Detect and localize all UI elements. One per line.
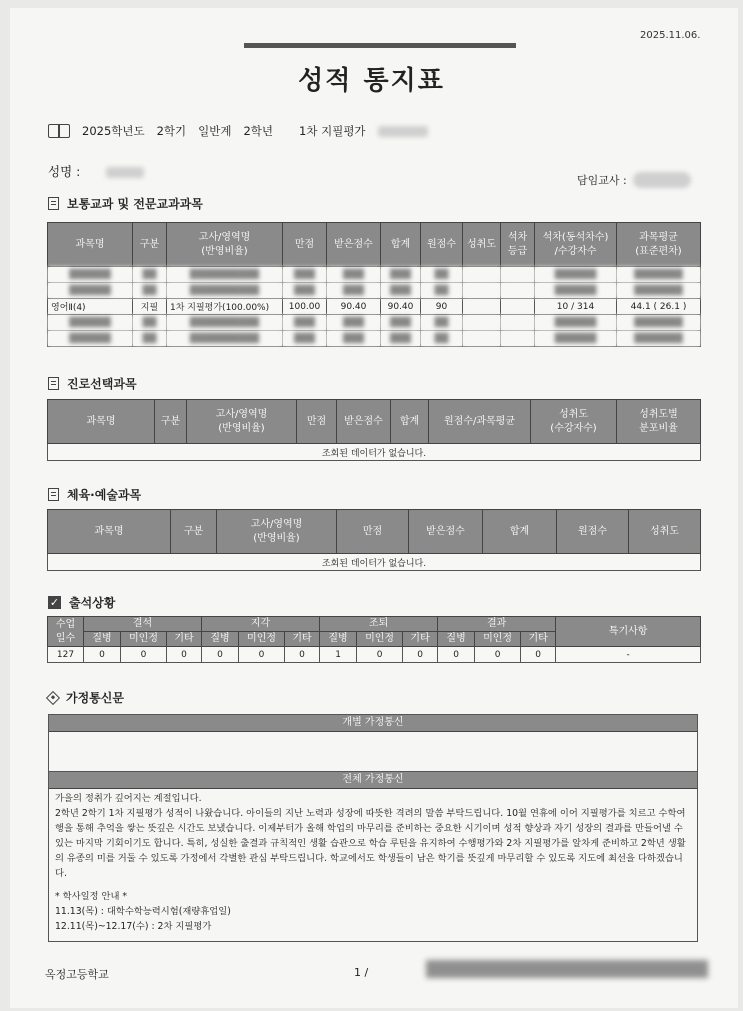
table-cell: 100.00 (283, 299, 327, 315)
notes-header: 특기사항 (556, 617, 701, 647)
attendance-cell: 127 (48, 647, 84, 663)
page-number: 1 / (354, 966, 369, 979)
table-header (48, 400, 701, 444)
school-year: 2025학년도 (82, 124, 145, 138)
column-header: 과목명 (48, 223, 133, 267)
section-pe-art (48, 486, 141, 503)
attendance-subheader: 기타 (521, 632, 556, 647)
attendance-group-header: 조퇴 (320, 617, 438, 632)
empty-message: 조회된 데이터가 없습니다. (48, 444, 701, 461)
column-header: 과목평균 (표준편차) (617, 223, 701, 267)
home-letter-box (48, 714, 698, 942)
column-header: 성취도 (수강자수) (531, 400, 617, 444)
career-table (47, 399, 701, 461)
column-header: 원점수 (421, 223, 463, 267)
section-title: 출석상황 (69, 596, 116, 610)
section-letter (48, 689, 124, 706)
attendance-cell: 0 (475, 647, 521, 663)
letter-line: * 학사일정 안내 * (55, 891, 128, 902)
table-cell: 90.40 (381, 299, 421, 315)
attendance-group-header: 결과 (438, 617, 556, 632)
redacted-teacher (633, 172, 691, 188)
table-row: ██████ ██ ██████████ ███ ███ ███ ██ ██████ ███████ (48, 283, 701, 299)
days-header: 수업 일수 (48, 617, 84, 647)
column-header: 원점수/과목평균 (429, 400, 531, 444)
column-header: 받은점수 (337, 400, 391, 444)
attendance-cell: 0 (121, 647, 167, 663)
all-letter-header: 전체 가정통신 (49, 772, 697, 789)
section-attendance (48, 594, 115, 611)
column-header: 합계 (381, 223, 421, 267)
table-row: ██████ ██ ██████████ ███ ███ ███ ██ ██████ ███████ (48, 267, 701, 283)
column-header: 받은점수 (327, 223, 381, 267)
column-header: 구분 (155, 400, 187, 444)
column-header: 만점 (283, 223, 327, 267)
homeroom-teacher (577, 172, 691, 188)
name-label: 성명 : (48, 164, 81, 179)
letter-line (55, 881, 691, 889)
column-header: 석차(동석차수) /수강자수 (535, 223, 617, 267)
letter-line: 11.13(목) : 대학수학능력시험(재량휴업일) (55, 906, 231, 917)
attendance-group-header: 결석 (84, 617, 202, 632)
attendance-subheader: 미인정 (475, 632, 521, 647)
letter-line: 12.11(목)~12.17(수) : 2차 지필평가 (55, 921, 212, 932)
column-header: 원점수 (557, 510, 629, 554)
attendance-cell: 0 (239, 647, 285, 663)
general-grades-table (47, 222, 701, 347)
attendance-row (48, 647, 701, 663)
attendance-group-header: 지각 (202, 617, 320, 632)
attendance-subheader: 질병 (438, 632, 475, 647)
attendance-subheader: 기타 (285, 632, 320, 647)
column-header: 받은점수 (409, 510, 483, 554)
attendance-subheader: 기타 (167, 632, 202, 647)
attendance-cell: 0 (357, 647, 403, 663)
table-cell: 90 (421, 299, 463, 315)
column-header: 만점 (337, 510, 409, 554)
section-title: 가정통신문 (66, 691, 124, 705)
diamond-icon (46, 690, 60, 704)
checkbox-icon: ✓ (49, 596, 60, 609)
column-header: 만점 (297, 400, 337, 444)
table-cell: 44.1 ( 26.1 ) (617, 299, 701, 315)
student-name-row (48, 162, 144, 180)
attendance-cell: - (556, 647, 701, 663)
letter-line: 2학년 2학기 1차 지필평가 성적이 나왔습니다. 아이들의 지난 노력과 성장에 따뜻한 격려의 말씀 부탁드립니다. 10월 연휴에 이어 지필평가를 치르고 수학여행을 통해 추억을 쌓는 뜻깊은 시간도 보냈습니다. 이제부터가 올해 학업의 마무리를 준비하는 중요한 시기이며 성적 향상과 자기 성장의 결과를 만들어낼 수 있는 마지막 기회이기도 합니다. 특히, 성실한 출결과 규칙적인 생활 습관으로 학습 루틴을 유지하여 수행평가와 2차 지필평가를 알차게 준비하고 2학년 생활의 유종의 미를 거둘 수 있도록 가정에서 각별한 관심 부탁드립니다. 학교에서도 학생들이 남은 학기를 뜻깊게 마무리할 수 있도록 지도에 최선을 다하겠습니다. (55, 808, 686, 879)
column-header: 성취도별 분포비율 (617, 400, 701, 444)
exam-name: 1차 지필평가 (299, 124, 366, 138)
exam-info (48, 123, 428, 139)
column-header: 구분 (133, 223, 167, 267)
table-header (48, 617, 701, 632)
table-cell (463, 299, 501, 315)
attendance-table (47, 616, 701, 663)
attendance-cell: 0 (403, 647, 438, 663)
document-icon (48, 197, 59, 210)
column-header: 고사/영역명 (반영비율) (187, 400, 297, 444)
attendance-cell: 0 (167, 647, 202, 663)
column-header: 성취도 (463, 223, 501, 267)
column-header: 과목명 (48, 510, 171, 554)
column-header: 합계 (391, 400, 429, 444)
teacher-label: 담임교사 : (577, 174, 627, 187)
section-title: 체육·예술과목 (67, 488, 142, 502)
table-cell: 영어Ⅱ(4) (48, 299, 133, 315)
redacted-info (378, 126, 428, 137)
table-header (48, 510, 701, 554)
table-cell: 1차 지필평가(100.00%) (167, 299, 283, 315)
individual-letter-header: 개별 가정통신 (49, 715, 697, 732)
attendance-cell: 0 (438, 647, 475, 663)
grade-level: 2학년 (243, 124, 274, 138)
table-row: ██████ ██ ██████████ ███ ███ ███ ██ ██████ ███████ (48, 331, 701, 347)
individual-letter-body (49, 732, 697, 772)
attendance-subheader: 질병 (84, 632, 121, 647)
letter-line: 가을의 정취가 깊어지는 계절입니다. (55, 793, 202, 804)
column-header: 고사/영역명 (반영비율) (167, 223, 283, 267)
pe-art-table (47, 509, 701, 571)
attendance-cell: 0 (521, 647, 556, 663)
redacted-footer (426, 960, 708, 978)
column-header: 고사/영역명 (반영비율) (217, 510, 337, 554)
course-type: 일반계 (198, 124, 232, 138)
table-header (48, 223, 701, 267)
table-cell (501, 299, 535, 315)
empty-message: 조회된 데이터가 없습니다. (48, 554, 701, 571)
column-header: 성취도 (629, 510, 701, 554)
section-general (48, 195, 203, 212)
book-icon (48, 124, 70, 138)
redacted-name (106, 167, 144, 178)
section-title: 진로선택과목 (67, 377, 137, 391)
table-cell: 90.40 (327, 299, 381, 315)
document-icon (48, 377, 59, 390)
attendance-subheader: 기타 (403, 632, 438, 647)
section-title: 보통교과 및 전문교과과목 (67, 197, 203, 211)
attendance-cell: 0 (84, 647, 121, 663)
attendance-subheader: 미인정 (239, 632, 285, 647)
column-header: 구분 (171, 510, 217, 554)
table-row-english (48, 299, 701, 315)
semester: 2학기 (156, 124, 187, 138)
title-bar (244, 43, 516, 48)
page-title: 성적 통지표 (298, 66, 445, 96)
column-header: 과목명 (48, 400, 155, 444)
table-cell: 지필 (133, 299, 167, 315)
table-cell: 10 / 314 (535, 299, 617, 315)
attendance-cell: 1 (320, 647, 357, 663)
attendance-subheader: 질병 (202, 632, 239, 647)
table-row: ██████ ██ ██████████ ███ ███ ███ ██ ██████ ███████ (48, 315, 701, 331)
attendance-subheader: 미인정 (357, 632, 403, 647)
attendance-cell: 0 (285, 647, 320, 663)
school-name: 옥정고등학교 (45, 968, 109, 981)
all-letter-body (49, 789, 697, 936)
section-career (48, 375, 137, 392)
column-header: 합계 (483, 510, 557, 554)
document-icon (48, 488, 59, 501)
issue-date: 2025.11.06. (640, 30, 701, 41)
attendance-subheader: 질병 (320, 632, 357, 647)
attendance-cell: 0 (202, 647, 239, 663)
column-header: 석차 등급 (501, 223, 535, 267)
attendance-subheader: 미인정 (121, 632, 167, 647)
